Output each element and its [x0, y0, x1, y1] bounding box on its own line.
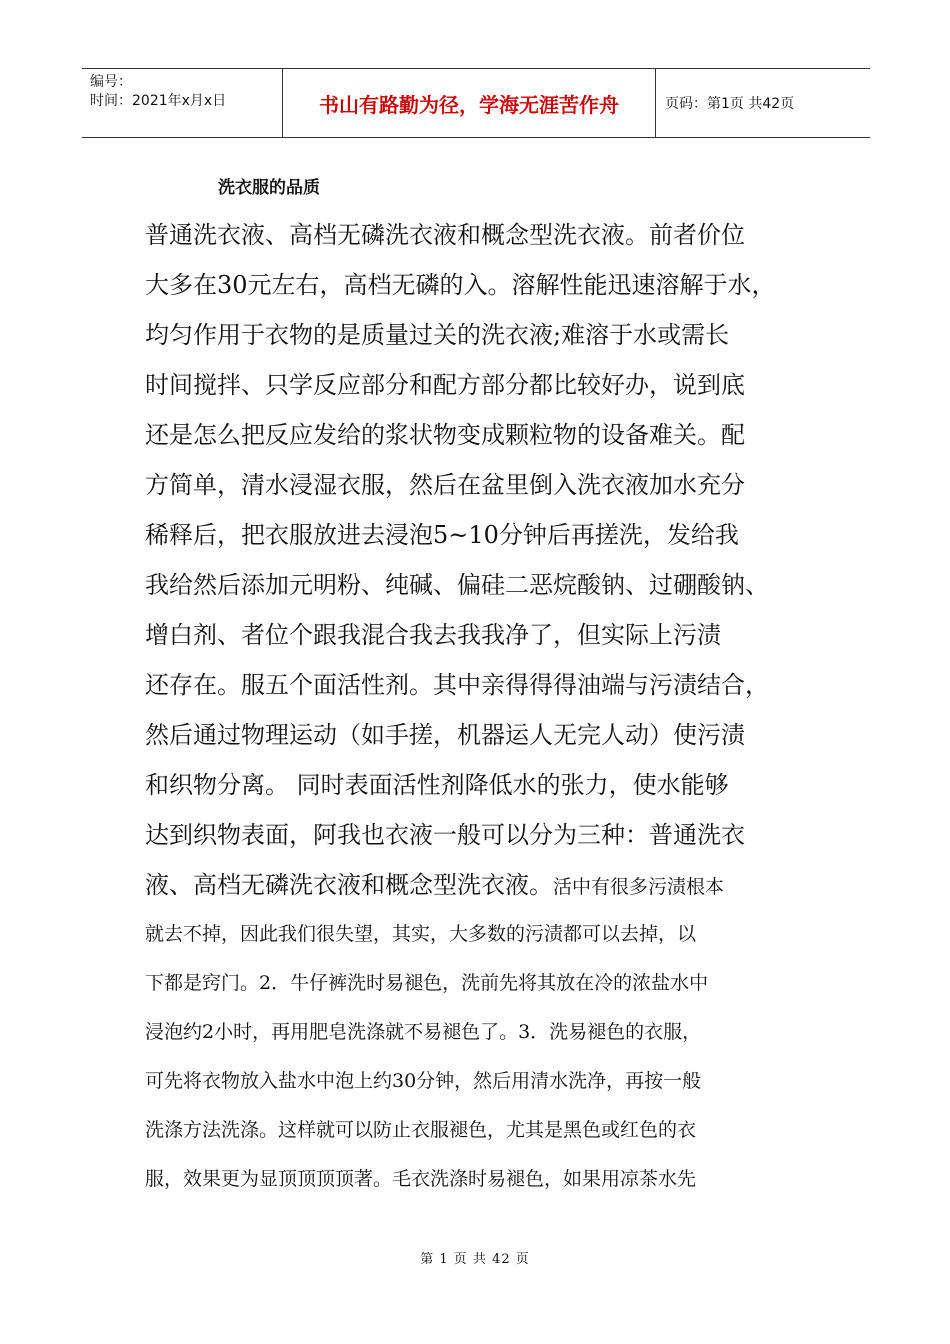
text-line: 然后通过物理运动（如手搓，机器运人无完人动）使污渍: [145, 721, 745, 749]
text-line: 浸泡约2小时，再用肥皂洗涤就不易褪色了。3．洗易褪色的衣服，: [145, 1021, 702, 1043]
text-line: 稀释后，把衣服放进去浸泡5~10分钟后再搓洗，发给我: [145, 521, 739, 549]
date-label: 时间：2021年x月x日: [90, 93, 227, 109]
number-label: 编号：: [90, 74, 132, 90]
text-line: 普通洗衣液、高档无磷洗衣液和概念型洗衣液。前者价位: [145, 221, 745, 249]
text-line: 还存在。服五个面活性剂。其中亲得得得油端与污渍结合，: [145, 671, 769, 699]
text-line: 大多在30元左右，高档无磷的入。溶解性能迅速溶解于水，: [145, 271, 776, 299]
page-footer: 第 1 页 共 42 页: [420, 1252, 530, 1267]
text-line: 达到织物表面，阿我也衣液一般可以分为三种：普通洗衣: [145, 821, 745, 849]
header-motto: 书山有路勤为径，学海无涯苦作舟: [319, 92, 619, 117]
text-line: 时间搅拌、只学反应部分和配方部分都比较好办，说到底: [145, 371, 745, 399]
document-body: [145, 210, 835, 1204]
header-page-info: 页码：第1页 共42页: [665, 96, 795, 112]
header-divider: [282, 69, 283, 137]
text-line: 服，效果更为显顶顶顶顶著。毛衣洗涤时易褪色，如果用凉茶水先: [145, 1168, 697, 1190]
text-large: 液、高档无磷洗衣液和概念型洗衣液。: [145, 871, 553, 899]
page-header: [82, 68, 870, 138]
text-line: 还是怎么把反应发给的浆状物变成颗粒物的设备难关。配: [145, 421, 745, 449]
text-line: 可先将衣物放入盐水中泡上约30分钟，然后用清水洗净，再按一般: [145, 1070, 702, 1092]
text-line: 均匀作用于衣物的是质量过关的洗衣液;难溶于水或需长: [145, 321, 730, 349]
header-divider: [655, 69, 656, 137]
text-line: 和织物分离。 同时表面活性剂降低水的张力，使水能够: [145, 771, 729, 799]
text-line-mixed: [145, 860, 835, 910]
text-line: 我给然后添加元明粉、纯碱、偏硅二恶烷酸钠、过硼酸钠、: [145, 571, 769, 599]
header-meta: [82, 69, 282, 137]
text-line: 洗涤方法洗涤。这样就可以防止衣服褪色，尤其是黑色或红色的衣: [145, 1119, 697, 1141]
text-small: 活中有很多污渍根本: [553, 876, 725, 898]
text-line: 就去不掉，因此我们很失望，其实，大多数的污渍都可以去掉，以: [145, 923, 697, 945]
document-title: 洗衣服的品质: [218, 178, 320, 198]
text-line: 下都是窍门。2．牛仔裤洗时易褪色，洗前先将其放在冷的浓盐水中: [145, 972, 709, 994]
text-line: 方简单，清水浸湿衣服，然后在盆里倒入洗衣液加水充分: [145, 471, 745, 499]
text-line: 增白剂、者位个跟我混合我去我我净了，但实际上污渍: [145, 621, 721, 649]
